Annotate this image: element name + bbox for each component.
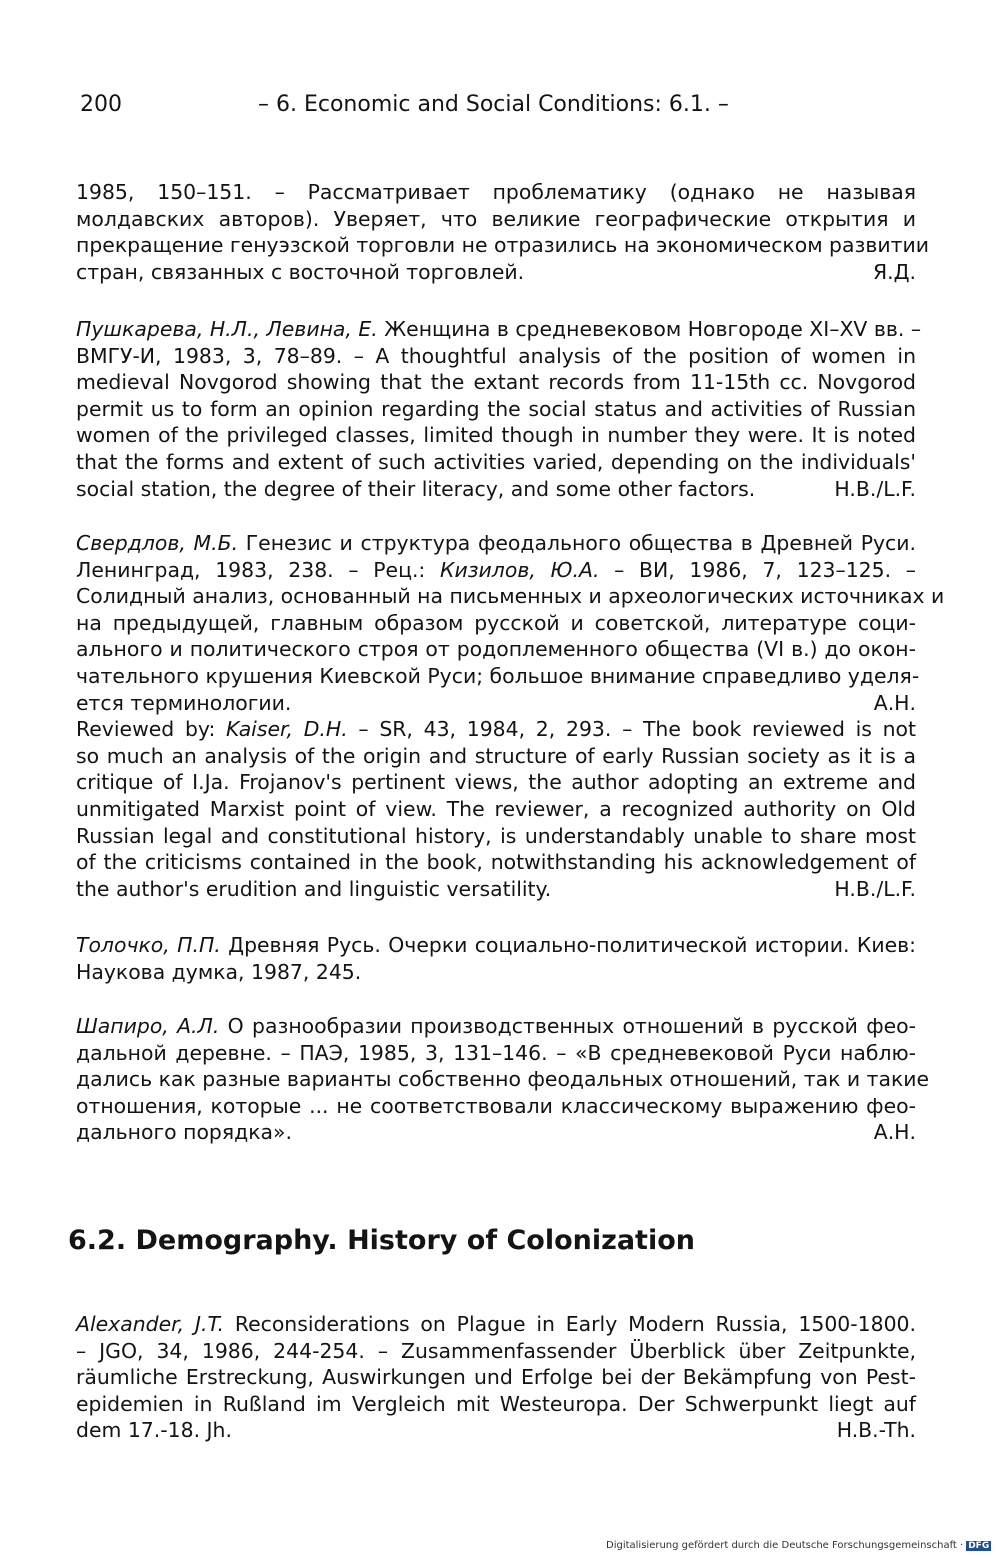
entry-last-line xyxy=(76,476,916,503)
entry-last-line xyxy=(76,876,916,903)
running-head: – 6. Economic and Social Conditions: 6.1. – xyxy=(258,92,729,117)
entry-text: Reviewed by: xyxy=(76,717,227,742)
entry-last-line xyxy=(76,1417,916,1444)
entry-title: О разнообразии производственных отношений в русской фео- xyxy=(219,1014,917,1038)
entry-line: чательного крушения Киевской Руси; большое внимание справедливо уделя- xyxy=(76,663,920,688)
entry-title: Генезис и структура феодального общества в Древней Руси. xyxy=(238,531,916,555)
entry-last-line xyxy=(76,1119,916,1146)
entry-line: epidemien in Rußland im Vergleich mit Westeuropa. Der Schwerpunkt liegt auf xyxy=(76,1391,916,1416)
entry-line: women of the privileged classes, limited though in number they were. It is noted xyxy=(76,423,916,448)
review-author: Kaiser, D.H. xyxy=(226,717,348,742)
dfg-logo: DFG xyxy=(968,1541,990,1551)
entry-line: на предыдущей, главным образом русской и советской, литературе соци- xyxy=(76,610,916,635)
entry-line: прекращение генуэзской торговли не отразились на экономическом развитии xyxy=(76,233,929,258)
bibliography-entry xyxy=(76,1311,916,1444)
entry-line: ВМГУ-И, 1983, 3, 78–89. – A thoughtful analysis of the position of women in xyxy=(76,343,916,368)
entry-title: Древняя Русь. Очерки социально-политической истории. Киев: xyxy=(220,933,916,957)
reviewer-initials: А.Н. xyxy=(873,690,916,715)
entry-line: of the criticisms contained in the book, notwithstanding his acknowledgement of xyxy=(76,850,916,875)
entry-line: so much an analysis of the origin and structure of early Russian society as it is a xyxy=(76,743,916,768)
entry-text: дального порядка». xyxy=(76,1120,293,1145)
entry-line: permit us to form an opinion regarding the social status and activities of Russian xyxy=(76,396,916,421)
entry-line: medieval Novgorod showing that the extant records from 11-15th cc. Novgorod xyxy=(76,370,916,395)
entry-line: отношения, которые ... не соответствовали классическому выражению фео- xyxy=(76,1093,916,1118)
entry-line xyxy=(76,1311,916,1338)
bibliography-entry xyxy=(76,530,945,902)
entry-author: Alexander, J.T. xyxy=(76,1312,224,1336)
entry-line: that the forms and extent of such activities varied, depending on the individuals' xyxy=(76,449,916,474)
reviewer-initials: H.B./L.F. xyxy=(834,476,916,501)
entry-line: дались как разные варианты собственно феодальных отношений, так и такие xyxy=(76,1067,930,1092)
bibliography-entry xyxy=(76,316,922,502)
reviewer-initials: H.B.-Th. xyxy=(836,1418,916,1443)
entry-author: Толочко, П.П. xyxy=(76,933,221,957)
review-author: Кизилов, Ю.А. xyxy=(439,557,600,582)
entry-line: unmitigated Marxist point of view. The reviewer, a recognized authority on Old xyxy=(76,796,916,821)
entry-line: Солидный анализ, основанный на письменных и археологических источниках и xyxy=(76,584,945,609)
entry-text: ется терминологии. xyxy=(76,690,292,715)
entry-line xyxy=(76,932,916,959)
entry-author: Свердлов, М.Б. xyxy=(76,531,239,555)
entry-line: critique of I.Ja. Frojanov's pertinent views, the author adopting an extreme and xyxy=(76,770,916,795)
entry-line: Russian legal and constitutional history, is understandably unable to share most xyxy=(76,823,916,848)
bibliography-entry xyxy=(76,179,929,285)
entry-text: the author's erudition and linguistic versatility. xyxy=(76,876,552,901)
page-number: 200 xyxy=(80,92,122,117)
entry-line: ального и политического строя от родоплеменного общества (VI в.) до окон- xyxy=(76,637,916,662)
footer-text: Digitalisierung gefördert durch die Deutsche Forschungsgemeinschaft · xyxy=(606,1540,964,1551)
entry-line xyxy=(76,1013,916,1040)
entry-text: dem 17.-18. Jh. xyxy=(76,1418,232,1443)
entry-line: 1985, 150–151. – Рассматривает проблематику (однако не называя xyxy=(76,180,916,204)
entry-line xyxy=(76,316,922,343)
entry-line xyxy=(76,557,916,584)
entry-text: – ВИ, 1986, 7, 123–125. – xyxy=(599,557,916,582)
entry-last-line xyxy=(76,690,916,717)
entry-text: social station, the degree of their literacy, and some other factors. xyxy=(76,476,756,501)
entry-title: Женщина в средневековом Новгороде XI–XV вв. – xyxy=(377,317,922,341)
entry-last-line xyxy=(76,259,916,286)
entry-line xyxy=(76,716,916,743)
entry-line: räumliche Erstreckung, Auswirkungen und Erfolge bei der Bekämpfung von Pest- xyxy=(76,1365,916,1390)
entry-last-line: Наукова думка, 1987, 245. xyxy=(76,959,362,984)
digitization-footer xyxy=(606,1540,991,1551)
entry-line: молдавских авторов). Уверяет, что великие географические открытия и xyxy=(76,206,916,231)
entry-author: Шапиро, А.Л. xyxy=(76,1014,220,1038)
bibliography-entry xyxy=(76,932,916,985)
section-heading: 6.2. Demography. History of Colonization xyxy=(68,1225,695,1256)
reviewer-initials: А.Н. xyxy=(873,1120,916,1145)
entry-line xyxy=(76,530,916,557)
entry-text: – SR, 43, 1984, 2, 293. – The book reviewed is not xyxy=(347,717,916,742)
entry-title: Reconsiderations on Plague in Early Modern Russia, 1500-1800. xyxy=(223,1312,916,1336)
bibliography-entry xyxy=(76,1013,930,1146)
reviewer-initials: Я.Д. xyxy=(872,259,916,284)
reviewer-initials: H.B./L.F. xyxy=(834,876,916,901)
entry-author: Пушкарева, Н.Л., Левина, Е. xyxy=(76,317,378,341)
page-header xyxy=(80,92,920,128)
entry-text: стран, связанных с восточной торговлей. xyxy=(76,259,525,284)
entry-line: дальной деревне. – ПАЭ, 1985, 3, 131–146. – «В средневековой Руси наблю- xyxy=(76,1040,916,1065)
entry-text: Ленинград, 1983, 238. – Рец.: xyxy=(76,557,440,582)
entry-line: – JGO, 34, 1986, 244-254. – Zusammenfassender Überblick über Zeitpunkte, xyxy=(76,1338,916,1363)
